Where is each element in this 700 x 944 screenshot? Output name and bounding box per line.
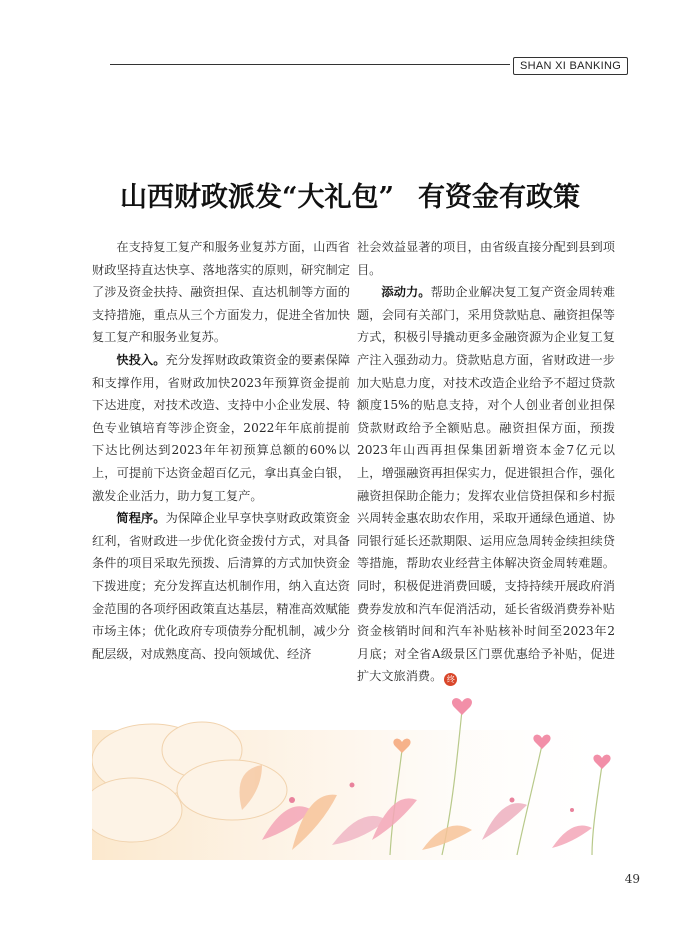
continued-paragraph: 社会效益显著的项目，由省级直接分配到县到项目。 (357, 240, 615, 277)
text-add-power: 帮助企业解决复工复产资金周转难题，会同有关部门，采用贷款贴息、融资担保等方式，积极引导撬动更多金融资源为企业复工复产注入强劲动力。贷款贴息方面，省财政进一步加大贴息力度，对技术改造企业给予不超过贷款额度15%的贴息支持，对个人创业者创业担保贷款财政给予全额贴息。融资担保方面，预拨2023年山西再担保集团新增资本金7亿元以上，增强融资再担保实力，促进银担合作，强化融资担保助企能力；发挥农业信贷担保和乡村振兴周转金惠农助农作用，采取开通绿色通道、协同银行延长还款期限、运用应急周转金续担续贷等措施，帮助农业经营主体解决资金周转难题。同时，积极促进消费回暖，支持持续开展政府消费券发放和汽车促消活动，延长省级消费券补贴资金核销时间和汽车补贴核补时间至2023年2月底；对全省A级景区门票优惠给予补贴，促进扩大文旅消费。 (357, 285, 616, 684)
lead-simple-procedure: 简程序。 (116, 511, 166, 526)
paragraph-add-power (357, 281, 615, 688)
title-part-2: 有资金有政策 (418, 182, 581, 213)
header-rule (110, 64, 510, 65)
left-column (92, 236, 350, 665)
decorative-illustration (92, 690, 622, 860)
text-simple-procedure: 为保障企业早享快享财政政策资金红利，省财政进一步优化资金拨付方式，对具备条件的项目采取先预拨、后清算的方式加快资金下拨进度；充分发挥直达机制作用，纳入直达资金范围的各项纾困政策直达基层，精准高效赋能市场主体；优化政府专项债券分配机制，减少分配层级，对成熟度高、投向领域优、经济 (92, 511, 351, 661)
article-title (0, 175, 700, 214)
title-part-1: 山西财政派发“大礼包” (119, 182, 395, 213)
section-label: SHAN XI BANKING (513, 57, 628, 75)
page-number: 49 (624, 872, 640, 886)
paragraph-simple-procedure (92, 507, 350, 665)
lead-add-power: 添动力。 (381, 285, 431, 300)
lead-fast-investment: 快投入。 (116, 352, 166, 367)
right-column (357, 236, 615, 688)
text-fast-investment: 充分发挥财政政策资金的要素保障和支撑作用，省财政加快2023年预算资金提前下达进度，对技术改造、支持中小企业发展、特色专业镇培育等涉企资金，2022年年底前提前下达比例达到2023年年初预算总额的60%以上，可提前下达资金超百亿元，拿出真金白银，激发企业活力，助力复工复产。 (92, 352, 351, 503)
end-mark-icon: 终 (444, 673, 457, 686)
intro-paragraph: 在支持复工复产和服务业复苏方面，山西省财政坚持直达快享、落地落实的原则，研究制定了涉及资金扶持、融资担保、直达机制等方面的支持措施，重点从三个方面发力，促进全省加快复工复产和服务业复苏。 (92, 240, 350, 345)
paragraph-fast-investment (92, 349, 350, 507)
